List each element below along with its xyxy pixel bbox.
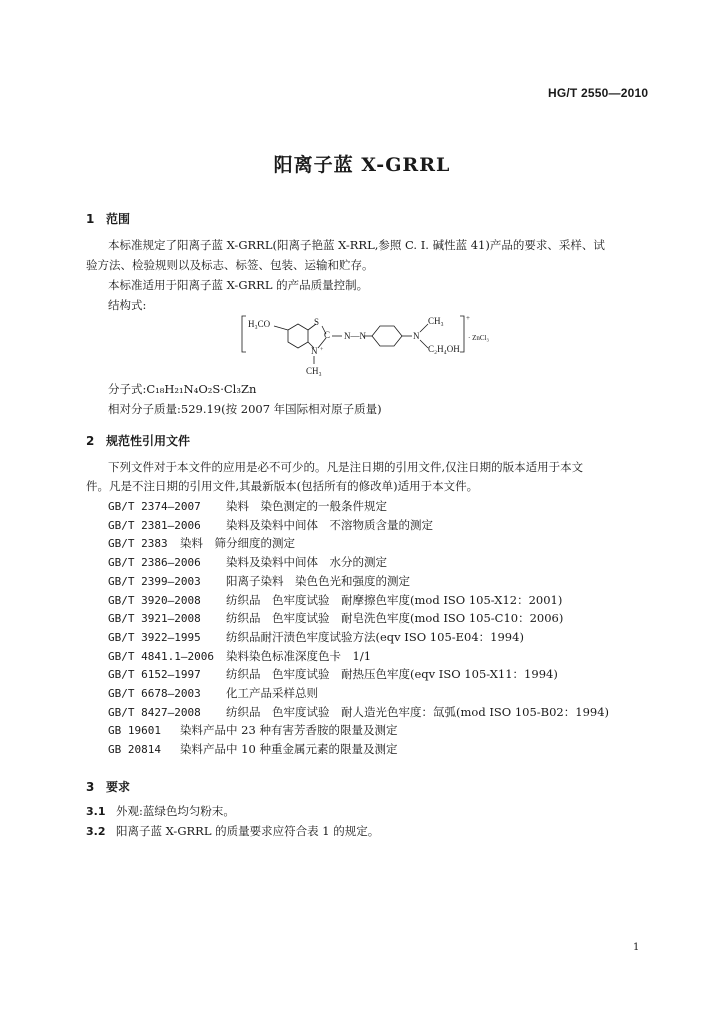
reference-title: 纺织品 色牢度试验 耐热压色牢度(eqv ISO 105-X11：1994) <box>226 667 558 682</box>
c2h4oh-label: C₂H₄OH <box>428 344 460 354</box>
n-amine-label: N <box>413 331 420 341</box>
reference-item <box>108 498 387 514</box>
reference-item <box>108 685 318 701</box>
refs-intro-line2: 件。凡是不注日期的引用文件,其最新版本(包括所有的修改单)适用于本文件。 <box>86 479 479 493</box>
c-label: C <box>324 330 331 340</box>
reference-title: 纺织品 色牢度试验 耐人造光色牢度：氙弧(mod ISO 105-B02：1994) <box>226 704 610 719</box>
reference-code: GB/T 3922—1995 <box>108 630 201 644</box>
reference-title: 化工产品采样总则 <box>226 686 318 700</box>
document-title: 阳离子蓝 X-GRRL <box>273 154 451 176</box>
requirement-3-1 <box>86 802 235 821</box>
reference-item <box>108 592 562 608</box>
reference-code: GB/T 2381—2006 <box>108 518 201 532</box>
n-ring-label: N <box>311 346 318 356</box>
structure-label: 结构式: <box>108 298 147 312</box>
page-number: 1 <box>633 942 640 953</box>
standard-number: HG/T 2550—2010 <box>548 86 649 100</box>
charge-label: + <box>466 314 470 322</box>
h3co-label: H₃CO <box>248 319 271 329</box>
scope-para2: 本标准适用于阳离子蓝 X-GRRL 的产品质量控制。 <box>108 278 369 292</box>
reference-title: 染料及染料中间体 不溶物质含量的测定 <box>226 517 433 532</box>
azo-label: N—N <box>344 331 366 341</box>
section-title: 范围 <box>106 212 131 226</box>
ch3-top-label: CH₃ <box>428 316 444 326</box>
section-number: 2 <box>86 434 95 448</box>
reference-code: GB 19601 <box>108 724 161 738</box>
reference-code: GB 20814 <box>108 743 161 757</box>
molecular-formula: 分子式:C₁₈H₂₁N₄O₂S·Cl₃Zn <box>108 382 257 396</box>
reference-title: 染料产品中 23 种有害芳香胺的限量及测定 <box>180 723 398 738</box>
reference-title: 染料产品中 10 种重金属元素的限量及测定 <box>180 742 398 757</box>
reference-code: GB/T 3921—2008 <box>108 612 201 626</box>
reference-code: GB/T 4841.1—2006 <box>108 649 214 663</box>
clause-text: 阳离子蓝 X-GRRL 的质量要求应符合表 1 的规定。 <box>116 824 380 838</box>
molar-mass: 相对分子质量:529.19(按 2007 年国际相对原子质量) <box>108 402 382 416</box>
refs-intro-line1: 下列文件对于本文件的应用是必不可少的。凡是注日期的引用文件,仅注日期的版本适用于本文 <box>108 460 584 474</box>
ch3-bottom-label: CH₃ <box>306 366 322 376</box>
reference-code: GB/T 2383 <box>108 537 168 551</box>
reference-item <box>108 629 524 645</box>
reference-title: 染料 染色测定的一般条件规定 <box>226 499 387 513</box>
reference-item <box>108 610 563 626</box>
clause-number: 3.2 <box>86 825 106 838</box>
reference-title: 染料染色标准深度色卡 1/1 <box>226 648 372 663</box>
scope-para1-line2: 验方法、检验规则以及标志、标签、包装、运输和贮存。 <box>86 258 374 272</box>
s-label: S <box>314 317 320 327</box>
reference-code: GB/T 3920—2008 <box>108 593 201 607</box>
section-number: 1 <box>86 212 95 226</box>
section-title: 规范性引用文件 <box>106 434 191 448</box>
charge-inner: + <box>320 347 324 353</box>
reference-title: 纺织品耐汗渍色牢度试验方法(eqv ISO 105-E04：1994) <box>226 629 524 644</box>
zncl-label: · ZnCl₃ <box>468 334 489 342</box>
scope-para1-line1: 本标准规定了阳离子蓝 X-GRRL(阳离子艳蓝 X-RRL,参照 C. I. 碱性蓝 41)产品的要求、采样、试 <box>108 238 605 252</box>
clause-number: 3.1 <box>86 805 106 818</box>
reference-code: GB/T 2399—2003 <box>108 574 201 588</box>
reference-item <box>108 554 387 570</box>
reference-code: GB/T 2374—2007 <box>108 500 201 513</box>
reference-title: 阳离子染料 染色色光和强度的测定 <box>226 573 410 588</box>
reference-item <box>108 722 397 738</box>
reference-code: GB/T 6678—2003 <box>108 687 201 700</box>
requirement-3-2 <box>86 822 379 841</box>
reference-code: GB/T 6152—1997 <box>108 668 201 682</box>
reference-code: GB/T 8427—2008 <box>108 705 201 719</box>
structural-formula <box>238 312 508 382</box>
reference-item <box>108 648 371 664</box>
clause-text: 外观:蓝绿色均匀粉末。 <box>116 804 235 818</box>
reference-title: 染料及染料中间体 水分的测定 <box>226 555 387 570</box>
section-3-heading <box>86 778 130 795</box>
reference-title: 纺织品 色牢度试验 耐摩擦色牢度(mod ISO 105-X12：2001) <box>226 592 563 607</box>
reference-item <box>108 666 558 682</box>
section-2-heading <box>86 432 190 449</box>
reference-code: GB/T 2386—2006 <box>108 556 201 570</box>
reference-item <box>108 535 295 551</box>
section-number: 3 <box>86 780 95 794</box>
reference-title: 染料 筛分细度的测定 <box>180 536 295 551</box>
reference-item <box>108 741 397 757</box>
section-1-heading <box>86 210 130 227</box>
reference-item <box>108 704 609 720</box>
section-title: 要求 <box>106 780 131 794</box>
reference-item <box>108 517 433 533</box>
reference-title: 纺织品 色牢度试验 耐皂洗色牢度(mod ISO 105-C10：2006) <box>226 611 564 626</box>
reference-item <box>108 573 410 589</box>
